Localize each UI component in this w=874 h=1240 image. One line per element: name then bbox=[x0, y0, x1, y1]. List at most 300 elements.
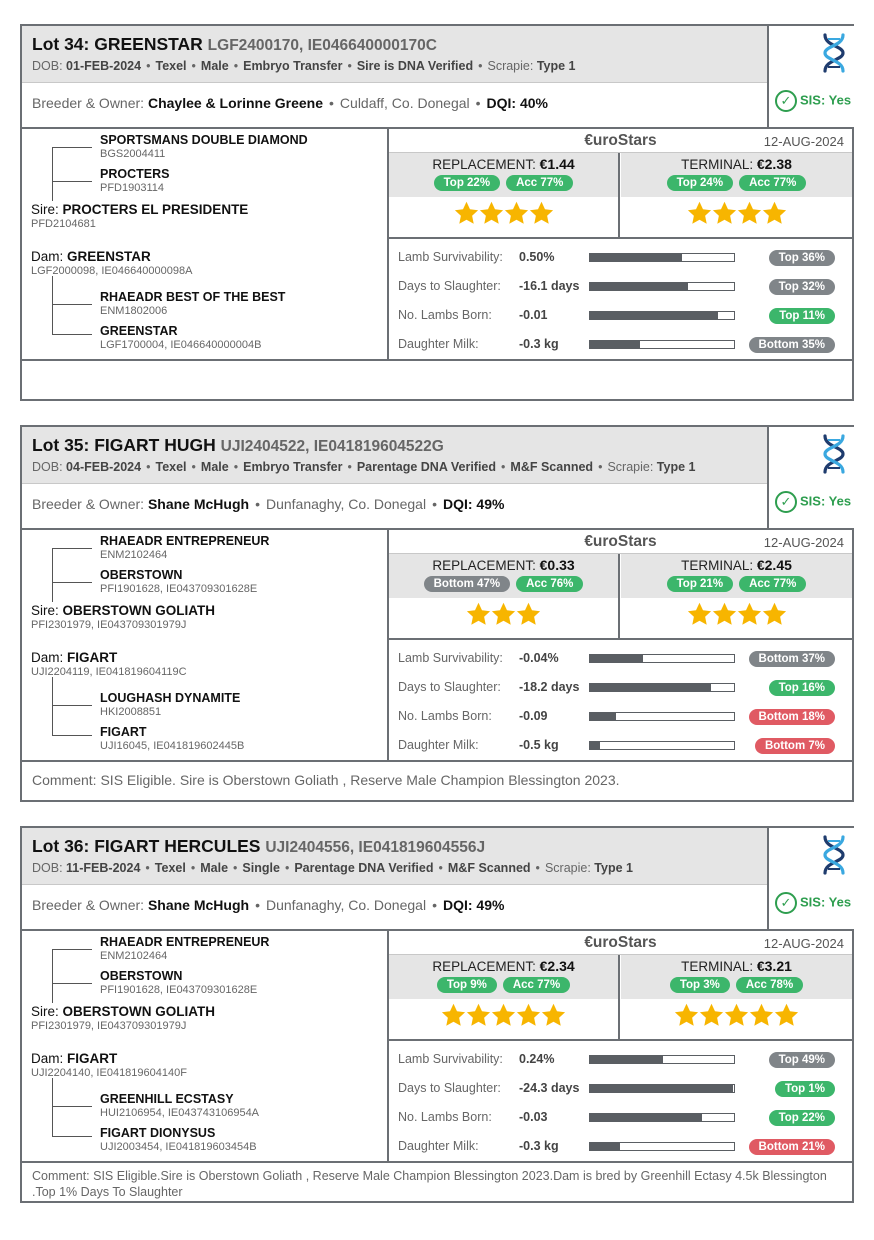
sis-panel bbox=[767, 427, 854, 528]
terminal-value: €2.38 bbox=[756, 156, 792, 172]
star-icon bbox=[515, 1002, 542, 1029]
lot-ids: UJI2404556, IE041819604556J bbox=[265, 839, 486, 856]
breeder-location: Dunfanaghy, Co. Donegal bbox=[265, 897, 427, 913]
terminal-label: TERMINAL: bbox=[681, 959, 754, 974]
replacement-index bbox=[389, 554, 620, 638]
breeder-label: Breeder & Owner: bbox=[32, 95, 145, 111]
pedigree-id: HUI2106954, IE043743106954A bbox=[100, 1106, 260, 1119]
trait-bar-fill bbox=[590, 655, 643, 662]
trait-bar bbox=[589, 1142, 735, 1151]
trait-bar-fill bbox=[590, 312, 718, 319]
pedigree-name: LOUGHASH DYNAMITE bbox=[100, 691, 241, 705]
meta-value: Male bbox=[200, 460, 229, 474]
trait-bar-fill bbox=[590, 341, 640, 348]
pedigree-id: LGF1700004, IE046640000004B bbox=[100, 338, 262, 351]
star-icon bbox=[711, 200, 738, 227]
star-icon bbox=[540, 1002, 567, 1029]
trait-bar-fill bbox=[590, 1143, 620, 1150]
trait-bar bbox=[589, 282, 735, 291]
dqi-value: DQI: 49% bbox=[442, 897, 505, 913]
pedigree-connector bbox=[52, 548, 92, 549]
eurostars-panel bbox=[389, 931, 852, 1163]
trait-row bbox=[389, 242, 852, 270]
dqi-value: DQI: 40% bbox=[486, 95, 549, 111]
pedigree-ss bbox=[100, 936, 269, 962]
meta-value: Parentage DNA Verified bbox=[294, 861, 434, 875]
breeder-label: Breeder & Owner: bbox=[32, 897, 145, 913]
meta-value: Type 1 bbox=[594, 861, 633, 875]
pedigree-connector bbox=[52, 582, 92, 583]
trait-value: -0.01 bbox=[519, 308, 548, 322]
lot-header bbox=[22, 26, 852, 83]
meta-value: 04-FEB-2024 bbox=[66, 460, 142, 474]
pedigree-connector bbox=[52, 548, 53, 602]
meta-value: Texel bbox=[154, 861, 186, 875]
lot-ids: LGF2400170, IE046640000170C bbox=[207, 37, 437, 54]
trait-bar bbox=[589, 683, 735, 692]
pedigree-name: PROCTERS bbox=[100, 167, 170, 181]
pedigree-connector bbox=[52, 1078, 53, 1136]
meta-label: DOB: bbox=[32, 460, 63, 474]
trait-value: -0.5 kg bbox=[519, 738, 559, 752]
meta-value: Texel bbox=[155, 59, 187, 73]
terminal-index bbox=[621, 554, 852, 638]
meta-value: Single bbox=[242, 861, 280, 875]
trait-value: -18.2 days bbox=[519, 680, 580, 694]
meta-value: Embryo Transfer bbox=[243, 59, 343, 73]
eurostars-panel bbox=[389, 530, 852, 762]
terminal-index bbox=[621, 153, 852, 237]
terminal-label: TERMINAL: bbox=[681, 157, 754, 172]
trait-rank-badge: Top 49% bbox=[769, 1052, 835, 1068]
pedigree-name: FIGART bbox=[100, 725, 147, 739]
pedigree-ds bbox=[100, 291, 285, 317]
pedigree-name: OBERSTOWN bbox=[100, 969, 183, 983]
pedigree-id: PFI1901628, IE043709301628E bbox=[100, 983, 258, 996]
pedigree-sire bbox=[31, 203, 248, 230]
meta-value: Type 1 bbox=[536, 59, 576, 73]
lot-body bbox=[22, 528, 852, 760]
trait-row bbox=[389, 300, 852, 328]
trait-bar bbox=[589, 1084, 735, 1093]
trait-bar-fill bbox=[590, 684, 711, 691]
pedigree-connector bbox=[52, 181, 92, 182]
sis-status bbox=[775, 491, 851, 513]
sis-label: SIS: Yes bbox=[800, 894, 852, 910]
trait-row bbox=[389, 1044, 852, 1072]
meta-value: 11-FEB-2024 bbox=[66, 861, 141, 875]
pedigree-name: FIGART bbox=[67, 650, 118, 665]
pedigree-name: GREENSTAR bbox=[100, 324, 178, 338]
check-circle-icon: ✓ bbox=[775, 491, 797, 513]
star-icon bbox=[736, 200, 763, 227]
pedigree-prefix: Sire: bbox=[31, 603, 59, 618]
pedigree-id: BGS2004411 bbox=[100, 147, 166, 160]
trait-value: -0.3 kg bbox=[519, 337, 559, 351]
trait-label: Lamb Survivability: bbox=[398, 1052, 503, 1066]
lot-meta: DOB: 01-FEB-2024 • Texel • Male • Embryo Transfer • Sire is DNA Verified • Scrapie: Type 1 bbox=[32, 59, 576, 73]
lot-meta: DOB: 11-FEB-2024 • Texel • Male • Single • Parentage DNA Verified • M&F Scanned • Scrapie: Type 1 bbox=[32, 861, 633, 875]
star-icon bbox=[736, 601, 763, 628]
lot-name: Lot 34: GREENSTAR bbox=[32, 34, 203, 54]
dqi-value: DQI: 49% bbox=[442, 496, 505, 512]
dna-icon bbox=[819, 32, 849, 74]
star-icon bbox=[465, 1002, 492, 1029]
pedigree-name: RHAEADR ENTREPRENEUR bbox=[100, 534, 270, 548]
pedigree-connector bbox=[52, 949, 53, 1003]
replacement-star-rating bbox=[389, 1002, 618, 1029]
replacement-star-rating bbox=[389, 601, 618, 628]
pedigree-prefix: Dam: bbox=[31, 650, 64, 665]
trait-value: -0.03 bbox=[519, 1110, 548, 1124]
star-icon bbox=[440, 1002, 467, 1029]
pedigree-ss bbox=[100, 134, 308, 160]
eurostars-date: 12-AUG-2024 bbox=[763, 134, 844, 149]
pedigree-name: RHAEADR BEST OF THE BEST bbox=[100, 290, 286, 304]
pedigree-dd bbox=[100, 726, 244, 752]
trait-list bbox=[389, 638, 852, 762]
breeder-location: Dunfanaghy, Co. Donegal bbox=[265, 496, 427, 512]
pedigree-id: PFD1903114 bbox=[100, 181, 165, 194]
trait-value: -0.09 bbox=[519, 709, 548, 723]
trait-row bbox=[389, 672, 852, 700]
trait-row bbox=[389, 643, 852, 671]
replacement-rank-badge: Top 22% bbox=[434, 175, 500, 191]
breeder-label: Breeder & Owner: bbox=[32, 496, 145, 512]
trait-value: -16.1 days bbox=[519, 279, 580, 293]
trait-row bbox=[389, 701, 852, 729]
star-icon bbox=[723, 1002, 750, 1029]
star-icon bbox=[673, 1002, 700, 1029]
trait-row bbox=[389, 1131, 852, 1159]
pedigree-id: LGF2000098, IE046640000098A bbox=[31, 264, 193, 277]
pedigree-id: PFI1901628, IE043709301628E bbox=[100, 582, 258, 595]
breeder-row: Breeder & Owner: Shane McHugh • Dunfanaghy, Co. Donegal • DQI: 49% bbox=[22, 484, 767, 528]
star-icon bbox=[686, 601, 713, 628]
star-icon bbox=[528, 200, 555, 227]
terminal-star-rating bbox=[621, 601, 852, 628]
replacement-value: €1.44 bbox=[539, 156, 575, 172]
pedigree-dam bbox=[31, 651, 187, 678]
star-icon bbox=[465, 601, 492, 628]
breeder-name: Chaylee & Lorinne Greene bbox=[147, 95, 324, 111]
meta-value: Male bbox=[200, 59, 229, 73]
pedigree-id: UJI2204140, IE041819604140F bbox=[31, 1066, 187, 1079]
trait-rank-badge: Top 1% bbox=[775, 1081, 835, 1097]
lot-title bbox=[32, 34, 437, 55]
pedigree-id: PFD2104681 bbox=[31, 217, 96, 230]
pedigree-dam bbox=[31, 250, 192, 277]
eurostars-date: 12-AUG-2024 bbox=[763, 936, 844, 951]
check-circle-icon: ✓ bbox=[775, 892, 797, 914]
trait-rank-badge: Top 36% bbox=[769, 250, 835, 266]
trait-bar-fill bbox=[590, 742, 600, 749]
trait-label: Days to Slaughter: bbox=[398, 279, 501, 293]
meta-value: M&F Scanned bbox=[447, 861, 531, 875]
lot-body bbox=[22, 929, 852, 1161]
star-icon bbox=[748, 1002, 775, 1029]
trait-label: Lamb Survivability: bbox=[398, 250, 503, 264]
trait-label: No. Lambs Born: bbox=[398, 1110, 492, 1124]
pedigree bbox=[22, 530, 389, 762]
terminal-rank-badge: Top 3% bbox=[670, 977, 730, 993]
lot-title bbox=[32, 435, 444, 456]
meta-value: M&F Scanned bbox=[510, 460, 594, 474]
meta-value: Texel bbox=[155, 460, 187, 474]
lot-title bbox=[32, 836, 485, 857]
pedigree-id: PFI2301979, IE043709301979J bbox=[31, 1019, 187, 1032]
trait-value: -0.04% bbox=[519, 651, 559, 665]
trait-value: -0.3 kg bbox=[519, 1139, 559, 1153]
pedigree-name: OBERSTOWN bbox=[100, 568, 183, 582]
pedigree-sire bbox=[31, 1005, 215, 1032]
trait-label: Daughter Milk: bbox=[398, 738, 479, 752]
trait-rank-badge: Bottom 18% bbox=[749, 709, 835, 725]
trait-list bbox=[389, 1039, 852, 1163]
pedigree-sire bbox=[31, 604, 215, 631]
eurostars-title: €uroStars bbox=[584, 934, 657, 951]
meta-value: 01-FEB-2024 bbox=[66, 59, 142, 73]
lot-body bbox=[22, 127, 852, 359]
sis-panel bbox=[767, 26, 854, 127]
pedigree-name: GREENHILL ECSTASY bbox=[100, 1092, 234, 1106]
pedigree-connector bbox=[52, 147, 92, 148]
pedigree-name: GREENSTAR bbox=[67, 249, 151, 264]
trait-value: 0.24% bbox=[519, 1052, 555, 1066]
meta-value: Parentage DNA Verified bbox=[356, 460, 497, 474]
trait-rank-badge: Bottom 35% bbox=[749, 337, 835, 353]
pedigree-id: UJI2204119, IE041819604119C bbox=[31, 665, 187, 678]
pedigree-connector bbox=[52, 983, 92, 984]
replacement-value: €2.34 bbox=[539, 958, 575, 974]
lot-comment: Comment: SIS Eligible. Sire is Oberstown Goliath , Reserve Male Champion Blessington 2023. bbox=[22, 760, 852, 800]
trait-bar-fill bbox=[590, 713, 616, 720]
eurostars-title: €uroStars bbox=[584, 533, 657, 550]
star-icon bbox=[773, 1002, 800, 1029]
terminal-value: €2.45 bbox=[756, 557, 792, 573]
trait-bar bbox=[589, 253, 735, 262]
trait-row bbox=[389, 329, 852, 357]
terminal-index bbox=[621, 955, 852, 1039]
pedigree-connector bbox=[52, 1136, 92, 1137]
pedigree-connector bbox=[52, 147, 53, 201]
trait-row bbox=[389, 271, 852, 299]
trait-bar-fill bbox=[590, 283, 688, 290]
trait-rank-badge: Top 16% bbox=[769, 680, 835, 696]
lot-meta: DOB: 04-FEB-2024 • Texel • Male • Embryo Transfer • Parentage DNA Verified • M&F Scanned • Scrapie: Type 1 bbox=[32, 460, 696, 474]
sis-status bbox=[775, 892, 851, 914]
trait-label: No. Lambs Born: bbox=[398, 308, 492, 322]
star-icon bbox=[698, 1002, 725, 1029]
sis-label: SIS: Yes bbox=[800, 493, 852, 509]
replacement-label: REPLACEMENT: bbox=[432, 157, 536, 172]
trait-label: Days to Slaughter: bbox=[398, 680, 501, 694]
trait-label: Daughter Milk: bbox=[398, 1139, 479, 1153]
trait-bar bbox=[589, 1113, 735, 1122]
trait-bar bbox=[589, 654, 735, 663]
meta-value: Sire is DNA Verified bbox=[356, 59, 474, 73]
lot-comment: Comment: SIS Eligible.Sire is Oberstown Goliath , Reserve Male Champion Blessington 2023.Dam is bred by Greenhill Ectasy 4.5k Blessington .Top 1% Days To Slaughter bbox=[22, 1161, 852, 1201]
trait-label: Days to Slaughter: bbox=[398, 1081, 501, 1095]
trait-bar-fill bbox=[590, 1056, 663, 1063]
pedigree-id: UJI16045, IE041819602445B bbox=[100, 739, 245, 752]
pedigree-id: ENM2102464 bbox=[100, 548, 168, 561]
pedigree-prefix: Dam: bbox=[31, 1051, 64, 1066]
pedigree-connector bbox=[52, 276, 53, 334]
pedigree-id: HKI2008851 bbox=[100, 705, 162, 718]
star-icon bbox=[478, 200, 505, 227]
trait-rank-badge: Top 11% bbox=[769, 308, 835, 324]
pedigree-sd bbox=[100, 569, 257, 595]
lot-card bbox=[20, 826, 854, 1203]
meta-value: Embryo Transfer bbox=[243, 460, 343, 474]
replacement-accuracy-badge: Acc 76% bbox=[516, 576, 583, 592]
star-icon bbox=[711, 601, 738, 628]
pedigree bbox=[22, 129, 389, 361]
trait-list bbox=[389, 237, 852, 361]
star-icon bbox=[761, 601, 788, 628]
pedigree-name: FIGART bbox=[67, 1051, 118, 1066]
lot-card bbox=[20, 425, 854, 802]
lot-header bbox=[22, 828, 852, 885]
breeder-row: Breeder & Owner: Chaylee & Lorinne Greene • Culdaff, Co. Donegal • DQI: 40% bbox=[22, 83, 767, 127]
pedigree-prefix: Sire: bbox=[31, 202, 59, 217]
replacement-rank-badge: Top 9% bbox=[437, 977, 497, 993]
trait-rank-badge: Bottom 37% bbox=[749, 651, 835, 667]
trait-row bbox=[389, 1102, 852, 1130]
meta-label: DOB: bbox=[32, 861, 63, 875]
trait-rank-badge: Top 22% bbox=[769, 1110, 835, 1126]
replacement-rank-badge: Bottom 47% bbox=[424, 576, 510, 592]
eurostars-panel bbox=[389, 129, 852, 361]
pedigree-dd bbox=[100, 1127, 257, 1153]
terminal-accuracy-badge: Acc 78% bbox=[736, 977, 803, 993]
pedigree-sd bbox=[100, 970, 257, 996]
lot-ids: UJI2404522, IE041819604522G bbox=[220, 438, 444, 455]
pedigree-connector bbox=[52, 304, 92, 305]
pedigree-dd bbox=[100, 325, 261, 351]
replacement-star-rating bbox=[389, 200, 618, 227]
sis-status bbox=[775, 90, 851, 112]
trait-bar-fill bbox=[590, 1114, 702, 1121]
meta-label: Scrapie: bbox=[607, 460, 654, 474]
star-icon bbox=[686, 200, 713, 227]
pedigree-id: ENM2102464 bbox=[100, 949, 168, 962]
replacement-value: €0.33 bbox=[539, 557, 575, 573]
trait-row bbox=[389, 730, 852, 758]
meta-label: DOB: bbox=[32, 59, 63, 73]
terminal-accuracy-badge: Acc 77% bbox=[739, 576, 806, 592]
pedigree-sd bbox=[100, 168, 169, 194]
sis-panel bbox=[767, 828, 854, 929]
star-icon bbox=[761, 200, 788, 227]
trait-bar-fill bbox=[590, 254, 682, 261]
breeder-name: Shane McHugh bbox=[147, 496, 250, 512]
replacement-accuracy-badge: Acc 77% bbox=[506, 175, 573, 191]
trait-label: No. Lambs Born: bbox=[398, 709, 492, 723]
trait-bar-fill bbox=[590, 1085, 733, 1092]
pedigree-name: OBERSTOWN GOLIATH bbox=[62, 1004, 216, 1019]
pedigree-name: PROCTERS EL PRESIDENTE bbox=[62, 202, 249, 217]
trait-row bbox=[389, 1073, 852, 1101]
pedigree-prefix: Sire: bbox=[31, 1004, 59, 1019]
pedigree-connector bbox=[52, 705, 92, 706]
replacement-accuracy-badge: Acc 77% bbox=[503, 977, 570, 993]
trait-rank-badge: Bottom 7% bbox=[755, 738, 835, 754]
terminal-rank-badge: Top 24% bbox=[667, 175, 733, 191]
pedigree-id: ENM1802006 bbox=[100, 304, 168, 317]
trait-bar bbox=[589, 1055, 735, 1064]
check-circle-icon: ✓ bbox=[775, 90, 797, 112]
star-icon bbox=[490, 1002, 517, 1029]
star-icon bbox=[515, 601, 542, 628]
trait-bar bbox=[589, 712, 735, 721]
pedigree-ds bbox=[100, 1093, 259, 1119]
pedigree-connector bbox=[52, 735, 92, 736]
sis-label: SIS: Yes bbox=[800, 92, 852, 108]
meta-value: Type 1 bbox=[656, 460, 696, 474]
pedigree-name: OBERSTOWN GOLIATH bbox=[62, 603, 216, 618]
meta-value: Male bbox=[200, 861, 229, 875]
replacement-label: REPLACEMENT: bbox=[432, 558, 536, 573]
pedigree-prefix: Dam: bbox=[31, 249, 64, 264]
pedigree-connector bbox=[52, 677, 53, 735]
terminal-star-rating bbox=[621, 1002, 852, 1029]
trait-value: 0.50% bbox=[519, 250, 555, 264]
pedigree-id: PFI2301979, IE043709301979J bbox=[31, 618, 187, 631]
pedigree-ss bbox=[100, 535, 269, 561]
pedigree-connector bbox=[52, 334, 92, 335]
eurostars-date: 12-AUG-2024 bbox=[763, 535, 844, 550]
replacement-label: REPLACEMENT: bbox=[432, 959, 536, 974]
star-icon bbox=[453, 200, 480, 227]
trait-value: -24.3 days bbox=[519, 1081, 580, 1095]
lot-name: Lot 36: FIGART HERCULES bbox=[32, 836, 261, 856]
breeder-location: Culdaff, Co. Donegal bbox=[339, 95, 470, 111]
trait-bar bbox=[589, 741, 735, 750]
lot-card bbox=[20, 24, 854, 401]
trait-bar bbox=[589, 311, 735, 320]
trait-label: Lamb Survivability: bbox=[398, 651, 503, 665]
lot-comment bbox=[22, 359, 852, 399]
trait-rank-badge: Bottom 21% bbox=[749, 1139, 835, 1155]
pedigree-connector bbox=[52, 1106, 92, 1107]
dna-icon bbox=[819, 834, 849, 876]
pedigree-dam bbox=[31, 1052, 187, 1079]
terminal-rank-badge: Top 21% bbox=[667, 576, 733, 592]
star-icon bbox=[490, 601, 517, 628]
trait-rank-badge: Top 32% bbox=[769, 279, 835, 295]
trait-label: Daughter Milk: bbox=[398, 337, 479, 351]
terminal-label: TERMINAL: bbox=[681, 558, 754, 573]
pedigree-connector bbox=[52, 949, 92, 950]
pedigree-name: FIGART DIONYSUS bbox=[100, 1126, 216, 1140]
pedigree-id: UJI2003454, IE041819603454B bbox=[100, 1140, 257, 1153]
pedigree bbox=[22, 931, 389, 1163]
breeder-name: Shane McHugh bbox=[147, 897, 250, 913]
replacement-index bbox=[389, 955, 620, 1039]
dna-icon bbox=[819, 433, 849, 475]
eurostars-title: €uroStars bbox=[584, 132, 657, 149]
pedigree-name: SPORTSMANS DOUBLE DIAMOND bbox=[100, 133, 308, 147]
pedigree-ds bbox=[100, 692, 240, 718]
terminal-value: €3.21 bbox=[756, 958, 792, 974]
breeder-row: Breeder & Owner: Shane McHugh • Dunfanaghy, Co. Donegal • DQI: 49% bbox=[22, 885, 767, 929]
pedigree-name: RHAEADR ENTREPRENEUR bbox=[100, 935, 270, 949]
terminal-star-rating bbox=[621, 200, 852, 227]
star-icon bbox=[503, 200, 530, 227]
terminal-accuracy-badge: Acc 77% bbox=[739, 175, 806, 191]
